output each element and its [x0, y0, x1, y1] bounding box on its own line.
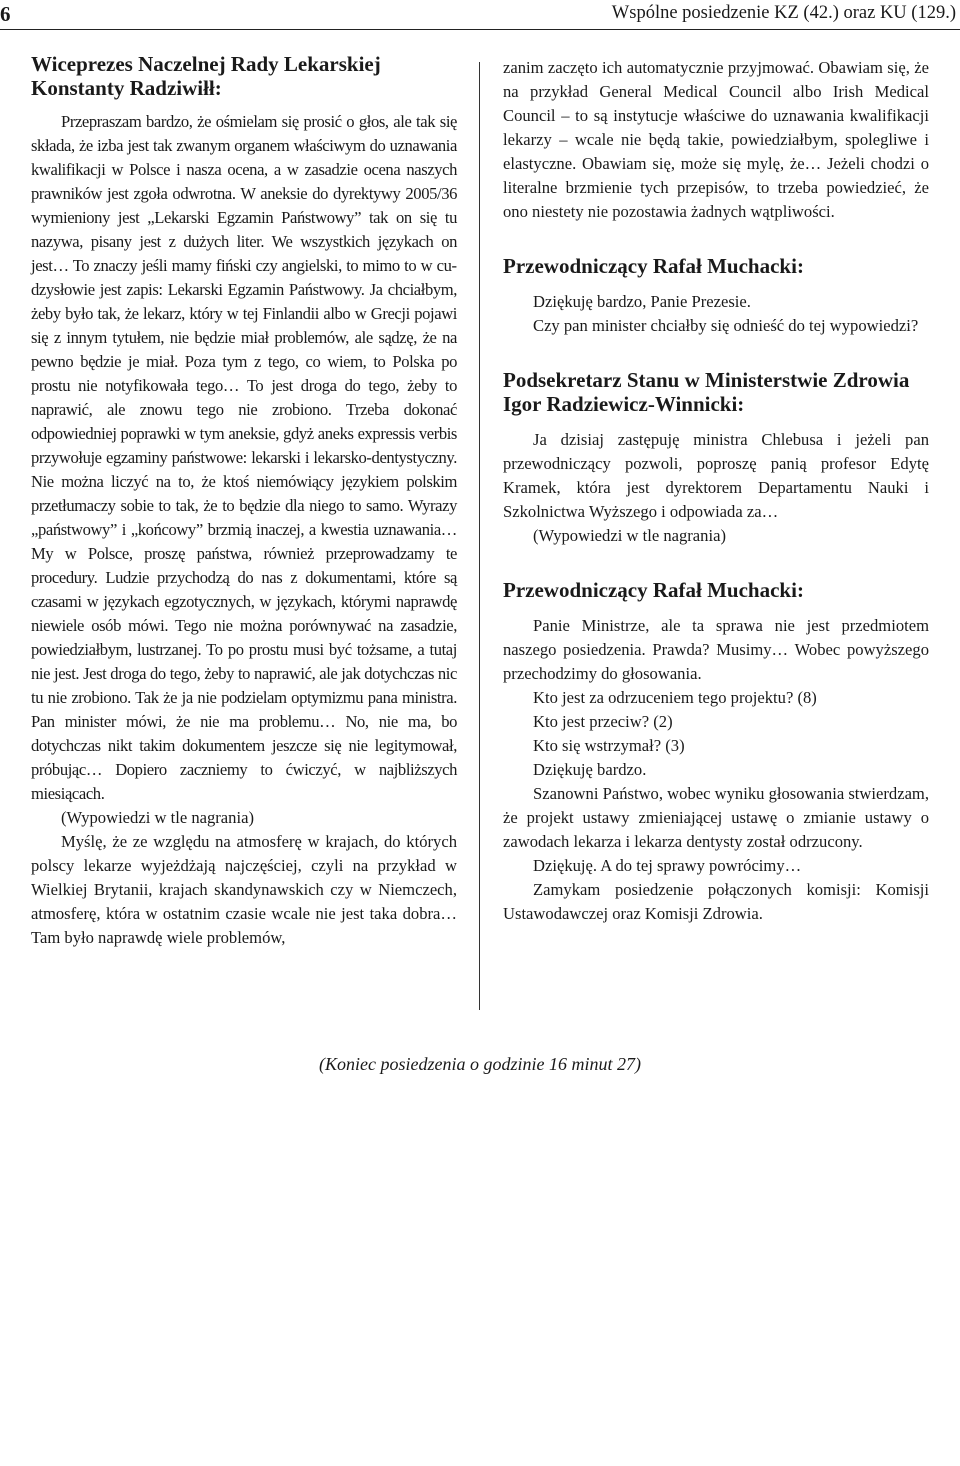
- page-number: 6: [0, 2, 11, 26]
- column-divider: [479, 62, 480, 1010]
- statement-paragraph: Dziękuję. A do tej sprawy powrócimy…: [533, 856, 802, 875]
- statement-paragraph: Myślę, że ze względu na atmosferę w krajach, do których polscy lekarze wyjeżdżają najczęściej, czyli na przykład w Wielkiej Brytanii, krajach skandynawskich czy w Niemczech, atmosferę, która w ostatnim czasie wcale nie jest taka dobra… Tam było naprawdę wiele problemów,: [31, 832, 457, 947]
- statement-paragraph: Szanowni Państwo, wobec wyniku głosowania stwierdzam, że projekt ustawy zmieniającej ustawę o zmianie ustawy o zawodach lekarza i lekarza dentysty został odrzucony.: [503, 784, 929, 851]
- vote-line: Kto jest przeciw? (2): [533, 712, 673, 731]
- left-column: [31, 52, 457, 950]
- closing-note: (Koniec posiedzenia o godzinie 16 minut 27): [319, 1054, 641, 1074]
- statement-paragraph: Czy pan minister chciałby się odnieść do tej wypowiedzi?: [533, 316, 919, 335]
- statement-paragraph: Przepraszam bardzo, że ośmielam się prosić o głos, ale tak się składa, że izba jest tak zwanym organem właściwym do uznawania kwalifikacji w Polsce i nasza ocena, a w zasadzie ocena naszych prawników jest zgoła odwrotna. W aneksie do dyrektywy 2005/36 wymieniony jest „Lekarski Egzamin Państwowy” tak on się tu nazywa, pisany jest z dużych liter. We wszystkich językach on jest… To znaczy jeśli mamy fiński czy angielski, to mimo to w cudzysłowie jest zapis: Lekarski Egzamin Państwowy. Ja chciałbym, żeby było tak, że lekarz, który w tej Finlandii albo w Grecji pojawi się z innym tytułem, nie będzie miał problemów, ale sądzę, że na pewno będzie je miał. Poza tym z tego, co wiem, to Polska po prostu nie notyfikowała tego… To jest droga do tego, żeby to naprawić, ale znowu tego nie zrobiono. Trzeba dokonać odpowiedniej poprawki w tym aneksie, gdyż aneks expressis verbis przywołuje egzaminy państwowe: lekarski i lekarsko-dentystyczny. Nie można liczyć na to, że ktoś niemówiący językiem polskim przetłumaczy sobie to tak, że to będzie dla niego to samo. Wyrazy „państwowy” i „końcowy” brzmią inaczej, a kwestia uznawania… My w Polsce, proszę państwa, również przeprowadzamy te procedury. Ludzie przychodzą do nas z dokumentami, które są czasami w językach egzotycznych, w językach, którymi naprawdę niewiele osób mówi. Tego nie można porównywać na zasadzie, powiedziałbym, lustrzanej. To po prostu musi być tożsame, a tutaj nie jest. Jest droga do tego, żeby to naprawić, ale jak dotychczas nic tu nie zrobiono. Tak że ja nie podzielam optymizmu pana ministra. Pan minister mówi, że nie ma problemu… No, nie ma, bo dotychczas nikt takim dokumentem jeszcze się nie legitymował, próbując… Dopiero zaczniemy to ćwiczyć, w najbliższych miesiącach.: [31, 112, 457, 803]
- statement-paragraph: Dziękuję bardzo, Panie Prezesie.: [533, 292, 751, 311]
- statement-paragraph: Dziękuję bardzo.: [533, 760, 647, 779]
- running-header-title: Wspólne posiedzenie KZ (42.) oraz KU (129.): [611, 3, 956, 23]
- vote-line: Kto się wstrzymał? (3): [533, 736, 685, 755]
- speaker-heading: Przewodniczący Rafał Muchacki:: [503, 254, 804, 278]
- header-rule: [0, 29, 960, 30]
- speaker-heading: Podsekretarz Stanu w Ministerstwie Zdrowia Igor Radziewicz-Winnicki:: [503, 368, 910, 416]
- speaker-heading: Wiceprezes Naczelnej Rady Lekarskiej Konstanty Radziwiłł:: [31, 52, 381, 100]
- statement-paragraph: zanim zaczęto ich automatycznie przyjmować. Obawiam się, że na przykład General Medical Council albo Irish Medical Council – to są instytucje właściwe do uznawania kwalifikacji lekarzy – wcale nie będą takie, powiedziałbym, spolegliwe i elastyczne. Obawiam się, może się mylę, że… Jeżeli chodzi o literalne brzmienie tych przepisów, to trzeba powiedzieć, że ono niestety nie pozostawia żadnych wątpliwości.: [503, 58, 929, 221]
- stage-direction: (Wypowiedzi w tle nagrania): [533, 526, 726, 545]
- statement-paragraph: Panie Ministrze, ale ta sprawa nie jest przedmiotem naszego posiedzenia. Prawda? Musimy… Wobec powyższego przechodzimy do głosowania.: [503, 616, 929, 683]
- statement-paragraph: Zamykam posiedzenie połączonych komisji: Komisji Ustawodawczej oraz Komisji Zdrowia.: [503, 880, 929, 923]
- vote-line: Kto jest za odrzuceniem tego projektu? (8): [533, 688, 817, 707]
- speaker-heading: Przewodniczący Rafał Muchacki:: [503, 578, 804, 602]
- stage-direction: (Wypowiedzi w tle nagrania): [61, 808, 254, 827]
- right-column: [503, 56, 929, 926]
- statement-paragraph: Ja dzisiaj zastępuję ministra Chlebusa i jeżeli pan przewodniczący pozwoli, poproszę panią profesor Edytę Kramek, która jest dyrektorem Departamentu Nauki i Szkolnictwa Wyższego i odpowiada za…: [503, 430, 929, 521]
